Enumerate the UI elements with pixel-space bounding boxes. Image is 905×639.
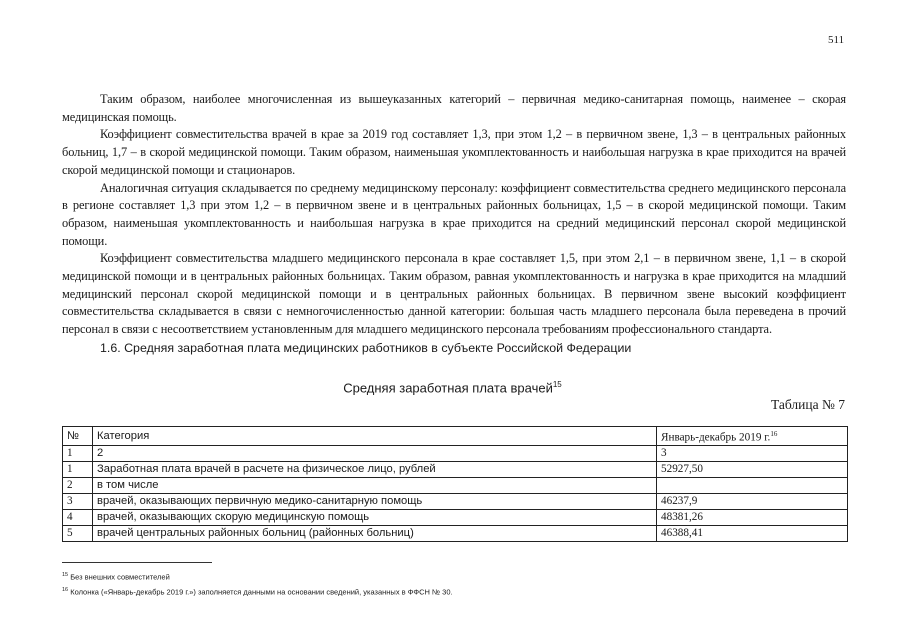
table-title-text: Средняя заработная плата врачей — [343, 380, 553, 396]
table-cell: 3 — [657, 445, 848, 461]
footnote — [62, 584, 453, 599]
footnote-text: Без внешних совместителей — [68, 572, 170, 582]
header-cell: Категория — [93, 427, 657, 446]
table-cell: врачей, оказывающих первичную медико-санитарную помощь — [93, 493, 657, 509]
paragraph: Таким образом, наиболее многочисленная из вышеуказанных категорий – первичная медико-санитарная помощь, наименее – скорая медицинская помощь. — [62, 92, 846, 124]
table-cell: 46388,41 — [657, 525, 848, 541]
section-heading: 1.6. Средняя заработная плата медицинских работников в субъекте Российской Федерации — [100, 340, 632, 355]
footnote-ref: 16 — [770, 430, 778, 438]
paragraph: Коэффициент совместительства врачей в крае за 2019 год составляет 1,3, при этом 1,2 – в первичном звене, 1,3 – в центральных районных больниц, 1,7 – в скорой медицинской помощи. Таким образом, наименьшая укомплектованность и наибольшая нагрузка в крае приходится на врачей скорой медицинской помощи и стационаров. — [62, 127, 846, 177]
footnote-divider — [62, 562, 212, 563]
table-cell: 52927,50 — [657, 461, 848, 477]
table-row — [63, 477, 848, 493]
table-cell: в том числе — [93, 477, 657, 493]
table-title — [0, 380, 905, 395]
table-cell: 4 — [63, 509, 93, 525]
table-row — [63, 445, 848, 461]
paragraph: Аналогичная ситуация складывается по среднему медицинскому персоналу: коэффициент совместительства среднего медицинского персонала в регионе составляет 1,3 при этом 1,2 – в первичном звене и в центральных районных больницах, 1,5 – в скорой медицинской помощи. Таким образом, наименьшая укомплектованность и наибольшая нагрузка в крае приходится на средний медицинский персонал скорой медицинской помощи. — [62, 180, 846, 248]
footnote-text: Колонка («Январь-декабрь 2019 г.») заполняется данными на основании сведений, указанных в ФФСН № 30. — [68, 587, 453, 596]
footnotes — [62, 569, 453, 598]
table-cell: 2 — [63, 477, 93, 493]
table-row — [63, 525, 848, 541]
body-text — [62, 91, 846, 357]
salary-table — [62, 426, 848, 542]
table-cell: 3 — [63, 493, 93, 509]
header-cell — [657, 427, 848, 446]
table-cell: врачей, оказывающих скорую медицинскую помощь — [93, 509, 657, 525]
table-row — [63, 509, 848, 525]
header-cell: № — [63, 427, 93, 446]
table-cell: 48381,26 — [657, 509, 848, 525]
table-cell: 46237,9 — [657, 493, 848, 509]
table-cell: 1 — [63, 461, 93, 477]
table-cell — [657, 477, 848, 493]
header-cell-text: Январь-декабрь 2019 г. — [661, 431, 771, 444]
table-number: Таблица № 7 — [771, 397, 845, 412]
table-cell: 1 — [63, 445, 93, 461]
footnote-mark: 16 — [62, 586, 69, 593]
table-cell: Заработная плата врачей в расчете на физическое лицо, рублей — [93, 461, 657, 477]
table-row — [63, 493, 848, 509]
table-cell: 5 — [63, 525, 93, 541]
footnote — [62, 569, 453, 584]
table-cell: 2 — [93, 445, 657, 461]
table-cell: врачей центральных районных больниц (районных больниц) — [93, 525, 657, 541]
table-row — [63, 461, 848, 477]
page-number: 511 — [828, 34, 845, 46]
footnote-mark: 15 — [62, 572, 69, 578]
table-header-row — [63, 427, 848, 446]
footnote-ref: 15 — [552, 380, 562, 389]
paragraph: Коэффициент совместительства младшего медицинского персонала в крае составляет 1,5, при этом 2,1 – в первичном звене, 1,1 – в скорой медицинской помощи и в центральных районных больницах. Таким образом, равная укомплектованность и нагрузка в крае приходится на младший медицинский персонал скорой медицинской помощи и в центральных районных больницах. В первичном звене высокий коэффициент совместительства складывается в связи с немногочисленностью данной категории: большая часть младшего персонала была переведена в прочий персонал в связи с несоответствием установленным для младшего медицинского персонала требованиям профессионального стандарта. — [62, 251, 846, 337]
